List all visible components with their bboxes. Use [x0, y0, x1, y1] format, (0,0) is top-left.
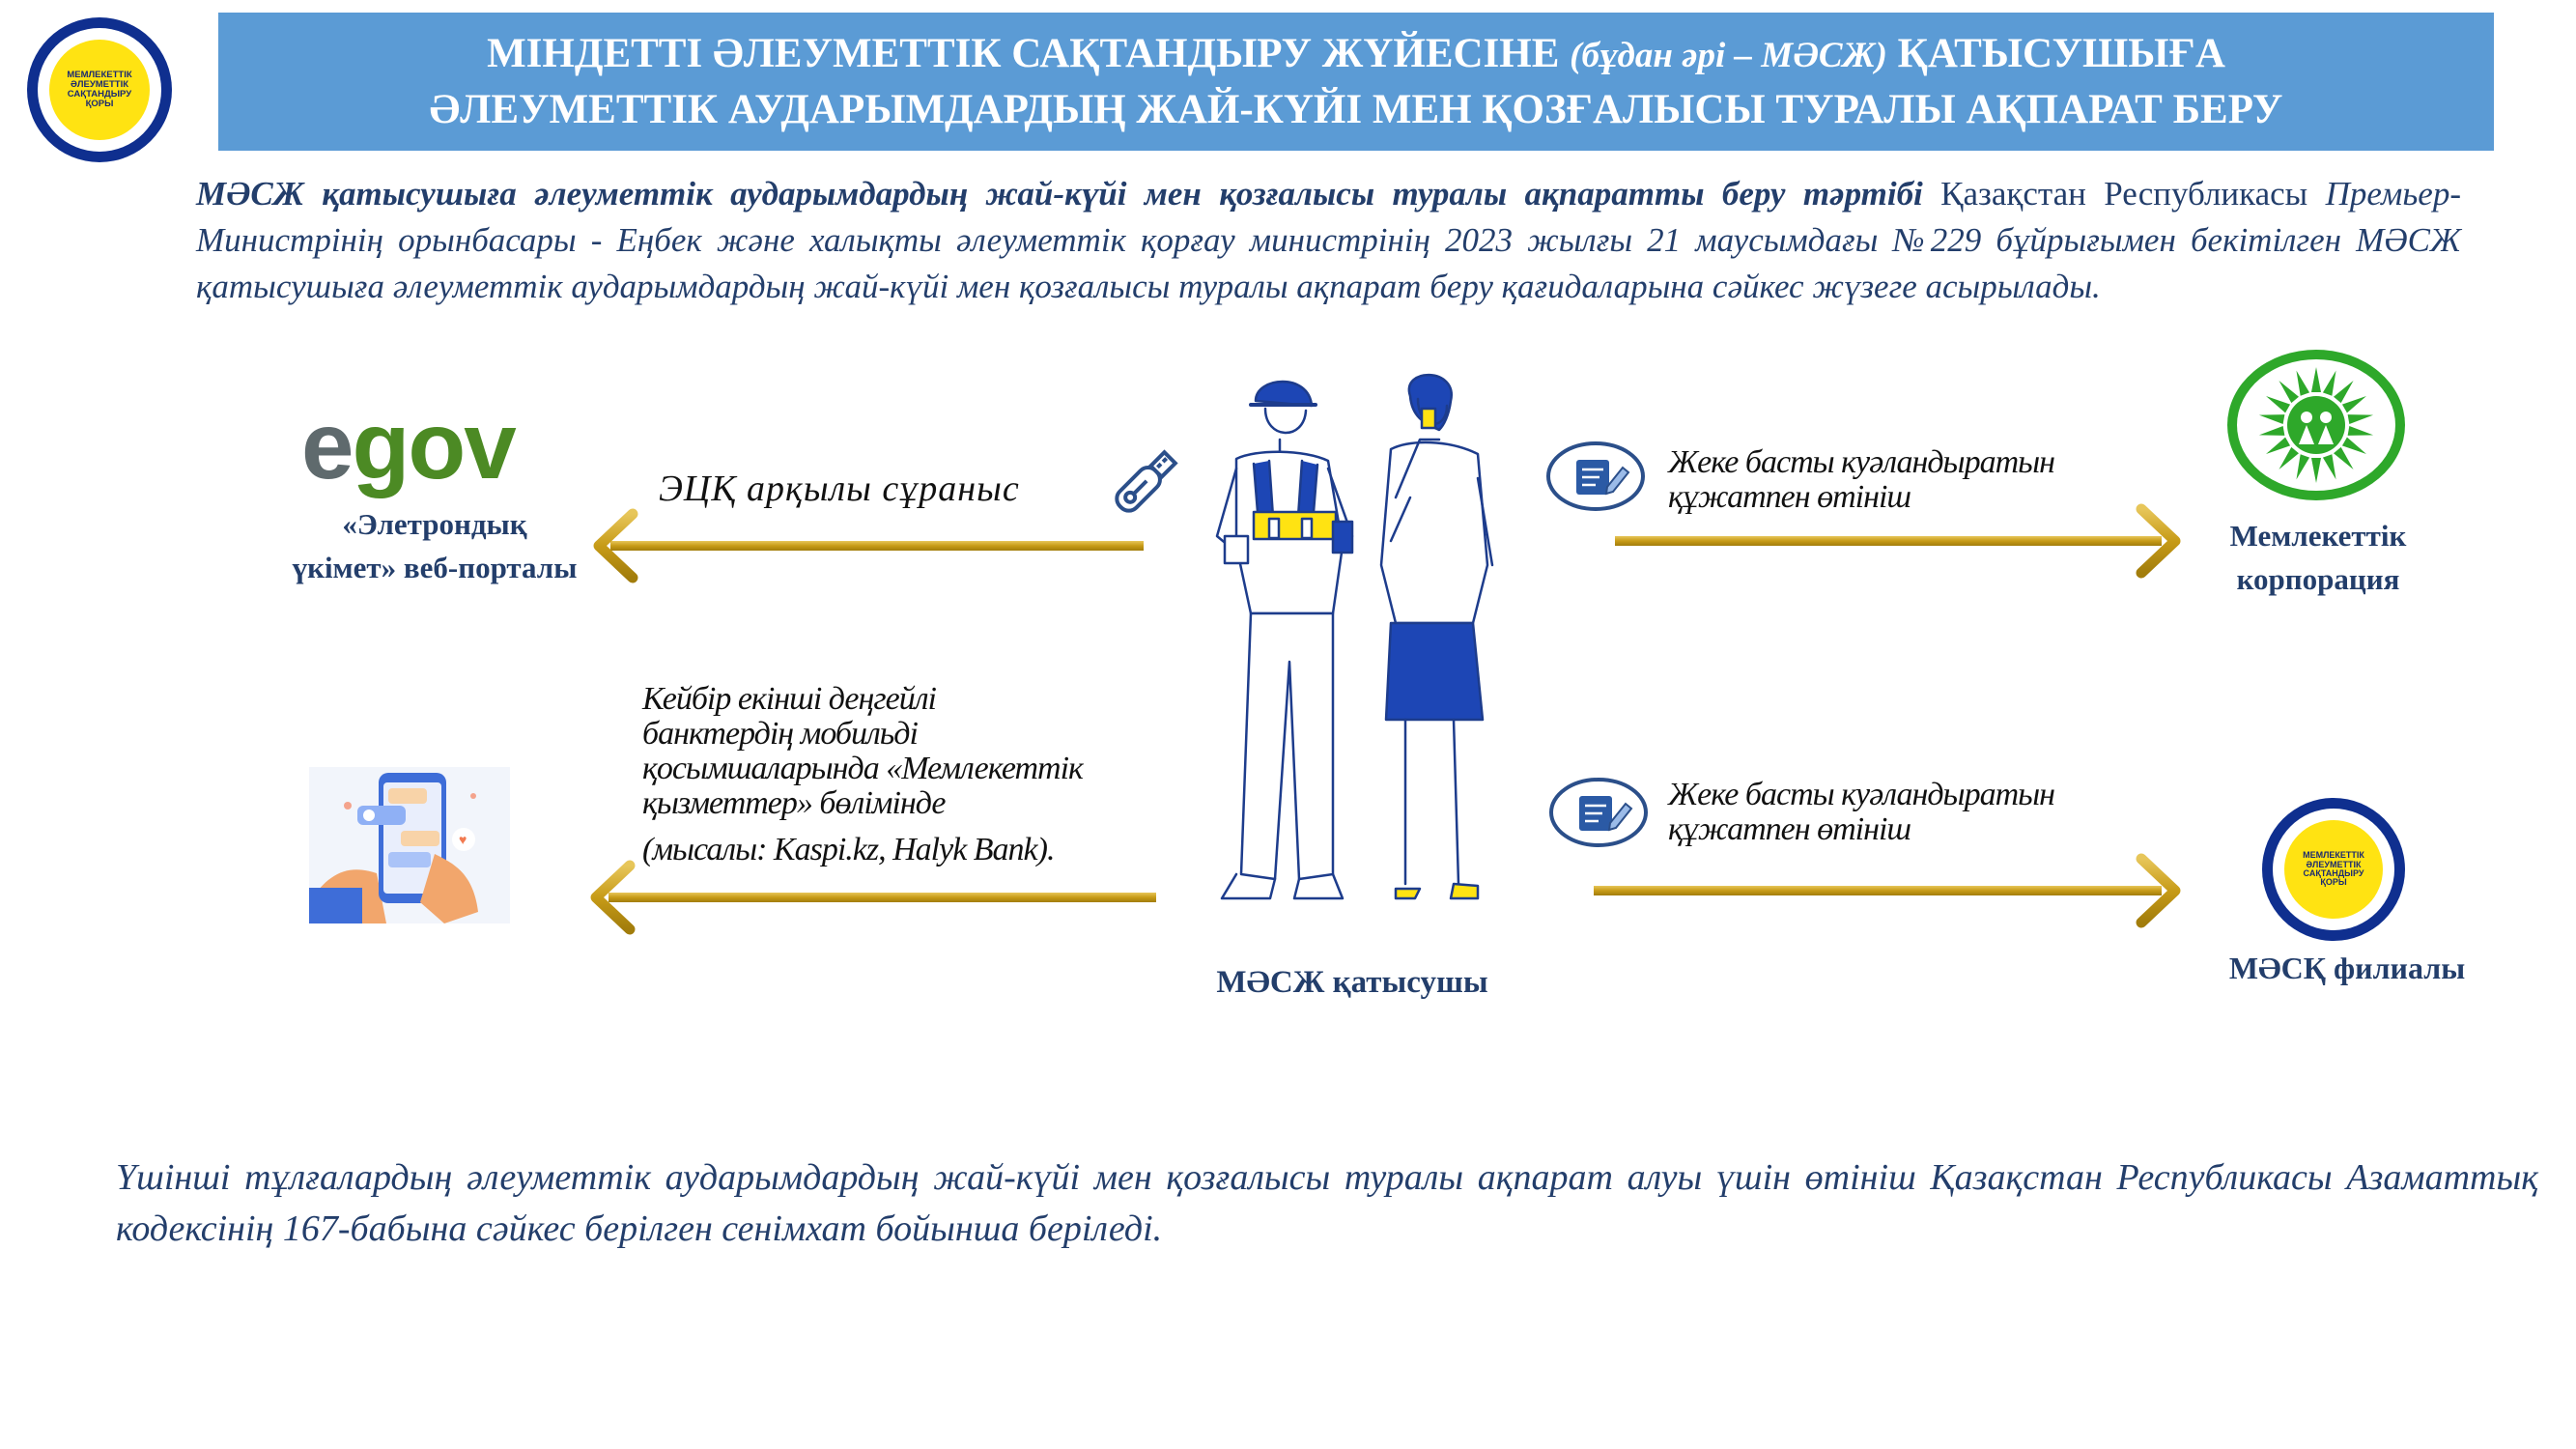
intro-bold: МӘСЖ қатысушыға әлеуметтік аударымдардың жай-күйі мен қозғалысы туралы ақпаратты беру тәртібі — [196, 175, 1923, 213]
document-pen-icon — [1545, 440, 1646, 512]
workers-illustration — [1198, 372, 1526, 923]
bank-apps-note: Кейбір екінші деңгейлі банктердің мобильді қосымшаларында «Мемлекеттік қызметтер» бөлімінде (мысалы: Kaspi.kz, Halyk Bank). — [642, 681, 1083, 867]
participant-label: МӘСЖ қатысушы — [1216, 965, 1488, 1000]
ecp-request-text: ЭЦҚ арқылы сұраныс — [659, 469, 1020, 509]
branch-application-text: Жеке басты куәландыратын құжатпен өтініш — [1668, 777, 2055, 847]
branch-logo-text: МЕМЛЕКЕТТІК ӘЛЕУМЕТТІК САҚТАНДЫРУ ҚОРЫ — [2284, 820, 2383, 919]
fund-logo-text: МЕМЛЕКЕТТІК ӘЛЕУМЕТТІК САҚТАНДЫРУ ҚОРЫ — [49, 40, 150, 140]
branch-label: МӘСҚ филиалы — [2228, 951, 2466, 985]
title-line-2: ӘЛЕУМЕТТІК АУДАРЫМДАРДЫҢ ЖАЙ-КҮЙІ МЕН ҚОЗҒАЛЫСЫ ТУРАЛЫ АҚПАРАТ БЕРУ — [429, 86, 2283, 132]
footer-note: Үшінші тұлғалардың әлеуметтік аударымдардың жай-күйі мен қозғалысы туралы ақпарат алуы үшін өтініш Қазақстан Республикасы Азаматтық кодексінің 167-бабына сәйкес берілген сенімхат бойынша беріледі. — [116, 1157, 2538, 1249]
egov-portal-label: «Элетрондық үкімет» веб-порталы — [292, 507, 578, 584]
fund-logo-branch — [2262, 798, 2405, 941]
corporation-label: Мемлекеттік корпорация — [2229, 519, 2407, 596]
corporation-application-text: Жеке басты куәландыратын құжатпен өтініш — [1668, 444, 2055, 515]
arrow-to-egov — [599, 514, 1144, 578]
svg-text:♥: ♥ — [459, 832, 467, 847]
smartphone-hands-icon — [309, 767, 510, 923]
title-line-1: МІНДЕТТІ ӘЛЕУМЕТТІК САҚТАНДЫРУ ЖҮЙЕСІНЕ (бұдан әрі – МӘСЖ) ҚАТЫСУШЫҒА — [487, 30, 2225, 76]
intro-italic: Премьер-Министрінің орынбасары - Еңбек және халықты әлеуметтік қорғау министрінің 2023 жылғы 21 маусымдағы №229 бұйрығымен бекітілген МӘСЖ қатысушыға әлеуметтік аударымдардың жай-күйі мен қозғалысы туралы ақпарат беру қағидаларына сәйкес жүзеге асырылады. — [196, 175, 2461, 305]
egov-logo: egov — [301, 392, 515, 498]
document-pen-icon — [1548, 777, 1649, 848]
arrow-to-bank-app — [596, 866, 1156, 929]
arrow-to-corporation — [1615, 509, 2175, 573]
government-corporation-logo — [2224, 348, 2408, 502]
intro-normal: Қазақстан Республикасы — [1922, 175, 2326, 213]
arrow-to-branch — [1594, 859, 2175, 923]
